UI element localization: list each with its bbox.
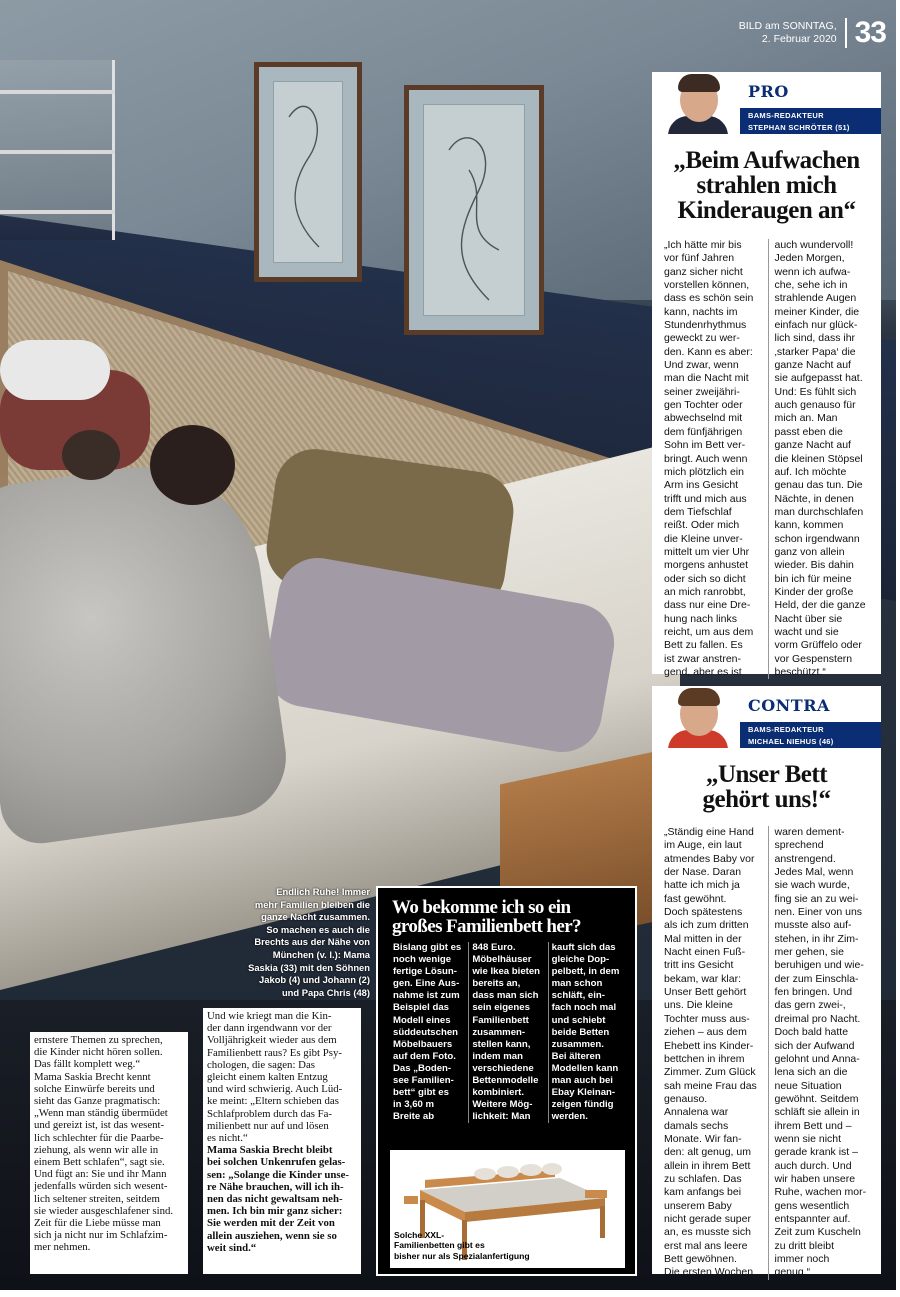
contra-label: CONTRA (748, 696, 830, 715)
author-portrait-contra (666, 686, 730, 748)
pro-body (652, 239, 881, 679)
info-box-col-1: Bislang gibt es noch wenige fertige Lösun- gen. Eine Aus- nahme ist zum Beispiel das Modell eines süddeutschen Möbelbauers auf dem Foto. Das „Boden- see Familien- bett“ gibt es in 3,60 m Breite ab (393, 942, 462, 1123)
pro-label: PRO (748, 82, 789, 101)
contra-body-col-1: „Ständig eine Hand im Auge, ein laut atmendes Baby vor der Nase. Daran hatte ich mich ja fast gewöhnt. Doch spätestens als ich zum dritten Mal mitten in der Nacht einen Fuß- tritt ins Gesicht bekam, war klar: Unser Bett gehört uns. Die kleine Tochter muss aus- ziehen – aus dem Ehebett ins Kinder- bettchen in ihrem Zimmer. Zum Glück sah meine Frau das genauso. Annalena war damals sechs Monate. Wir fan- den: alt genug, um allein in ihrem Bett zu schlafen. Das kam anfangs bei unserem Baby nicht gerade super an, es musste sich erst mal ans leere Bett gewöhnen. Die ersten Wochen (664, 826, 769, 1280)
issue-meta (739, 20, 837, 46)
contra-body-col-2: waren dement- sprechend anstrengend. Jedes Mal, wenn sie wach wurde, fing sie an zu wei- nen. Einer von uns musste also auf- stehen, in ihr Zim- mer gehen, sie beruhigen und wie- der zum Einschla- fen bringen. Und das gern zwei-, dreimal pro Nacht. Doch bald hatte sich der Aufwand gelohnt und Anna- lena sich an die neue Situation gewöhnt. Seitdem schläft sie allein in ihrem Bett und – wenn sie nicht gerade krank ist – auch durch. Und wir haben unsere Ruhe, wachen mor- gens wesentlich entspannter auf. Zeit zum Kuscheln zu dritt bleibt immer noch genug.“ (774, 826, 867, 1279)
contra-author-name: MICHAEL NIEHUS (46) (748, 737, 834, 746)
contra-column (652, 686, 881, 1279)
publication-name: BILD am SONNTAG, (738, 20, 837, 32)
header-divider (845, 18, 847, 48)
pillow-white (0, 340, 110, 400)
family-bed-product-image (390, 1150, 625, 1268)
wall-shelf (0, 60, 115, 240)
contra-headline: „Unser Bett gehört uns!“ (702, 761, 831, 813)
pro-column (652, 72, 881, 678)
pro-header (652, 72, 881, 134)
story-left-text: ernstere Themen zu sprechen, die Kinder nicht hören sollen. Das fällt komplett weg.“ Mama Saskia Brecht kennt solche Einwürfe bereits und sieht das Ganze pragmatisch: „Wenn man ständig übermüdet und gereizt ist, ist das wesent- lich schlechter für die Paarbe- ziehung, als wenn wir alle in einem Bett schlafen“, sagt sie. Und fügt an: Sie und ihr Mann jedenfalls würden sich wesent- lich seltener streiten, seitdem sie wieder ausgeschlafener sind. Zeit für die Liebe müsse man sich ja nicht nur im Schlafzim- mer nehmen. (34, 1034, 174, 1254)
family-bed-info-box (376, 886, 637, 1276)
story-middle-text: Und wie kriegt man die Kin- der dann irgendwann vor der Volljährigkeit wieder aus dem Familienbett raus? Es gibt Psy- chologen, die sagen: Das gleicht einem kalten Entzug und wird schwierig. Auch Lüd- ke meint: „Eltern schieben das Schlafproblem durch das Fa- milienbett nur auf und lösen es nicht.“ (207, 1010, 343, 1145)
info-box-col-3: kauft sich das gleiche Dop- pelbett, in dem man schon schläft, ein- fach noch mal und schiebt beide Betten zusammen. Bei älteren Modellen kann man auch bei Ebay Kleinan- zeigen fündig werden. (548, 942, 627, 1123)
pro-author-band (740, 108, 881, 134)
contra-body (652, 826, 881, 1280)
contra-header (652, 686, 881, 748)
pro-author-role: BAMS-REDAKTEUR (748, 111, 824, 120)
picture-frame-right (404, 85, 544, 335)
contra-author-role: BAMS-REDAKTEUR (748, 725, 824, 734)
pro-body-col-1: „Ich hätte mir bis vor fünf Jahren ganz sicher nicht vorstellen können, dass es schön sein kann, nachts im Stundenrhythmus geweckt zu wer- den. Kann es aber: Und zwar, wenn man die Nacht mit seiner zweijähri- gen Tochter oder abwechselnd mit dem fünfjährigen Sohn im Bett ver- bringt. Auch wenn mich plötzlich ein Arm ins Gesicht trifft und mich aus dem Tiefschlaf reißt. Oder mich die Kleine unver- mittelt um vier Uhr morgens anhustet oder sich so dicht an mich ranrobbt, dass nur eine Dre- hung nach links reicht, um aus dem Bett zu fallen. Es ist zwar anstren- gend, aber es ist (664, 239, 769, 679)
product-image-caption: Solche XXL- Familienbetten gibt es bisher nur als Spezialanfertigung (394, 1229, 530, 1262)
photo-caption: Endlich Ruhe! Immer mehr Familien bleiben die ganze Nacht zusammen. So machen es auch die Brechts aus der Nähe von München (v. l.): Mama Saskia (33) mit den Söhnen Jakob (4) und Johann (2) und Papa Chris (48) (248, 886, 370, 998)
author-portrait-pro (666, 72, 730, 134)
pro-body-col-2: auch wundervoll! Jeden Morgen, wenn ich aufwa- che, sehe ich in strahlende Augen meiner Kinder, die einfach nur glück- lich sind, dass ihr ‚starker Papa‘ die ganze Nacht auf sie aufgepasst hat. Und: Es fühlt sich auch genauso für mich an. Man passt eben die ganze Nacht auf die kleinen Stöpsel auf. Ich möchte genau das tun. Die Nächte, in denen man durchschlafen kann, kommen schon irgendwann ganz von allein wieder. Bis dahin bin ich für meine Kinder der große Held, der die ganze Nacht über sie wacht und sie vorm Grüffelo oder vor Gespenstern beschützt.“ (774, 239, 866, 678)
info-box-title: Wo bekomme ich so ein großes Familienbett her? (392, 897, 581, 937)
story-column-middle (203, 1008, 361, 1274)
info-box-col-2: 848 Euro. Möbelhäuser wie Ikea bieten bereits an, dass man sich sein eigenes Familienbett zusammen- stellen kann, indem man verschiedene Bettenmodelle kombiniert. Weitere Mög- lichkeit: Man (468, 942, 547, 1123)
story-column-left (30, 1032, 188, 1274)
pro-headline: „Beim Aufwachen strahlen mich Kinderaugen an“ (673, 147, 860, 224)
sleeping-child-head (62, 430, 120, 480)
issue-date: 2. Februar 2020 (761, 33, 837, 45)
page-number: 33 (854, 16, 886, 49)
picture-frame-left (254, 62, 362, 282)
page-header (739, 16, 886, 50)
info-box-body (378, 942, 635, 1123)
contra-author-band (740, 722, 881, 748)
pro-author-name: STEPHAN SCHRÖTER (51) (748, 123, 850, 132)
story-middle-bold-text: Mama Saskia Brecht bleibt bei solchen Unkenrufen gelas- sen: „Solange die Kinder unse- re Nähe brauchen, will ich ih- nen das nicht gewaltsam neh- men. Ich bin mir ganz sicher: Sie werden mit der Zeit von allein ausziehen, wenn sie so weit sind.“ (207, 1144, 349, 1254)
sleeping-father-head (150, 425, 235, 505)
